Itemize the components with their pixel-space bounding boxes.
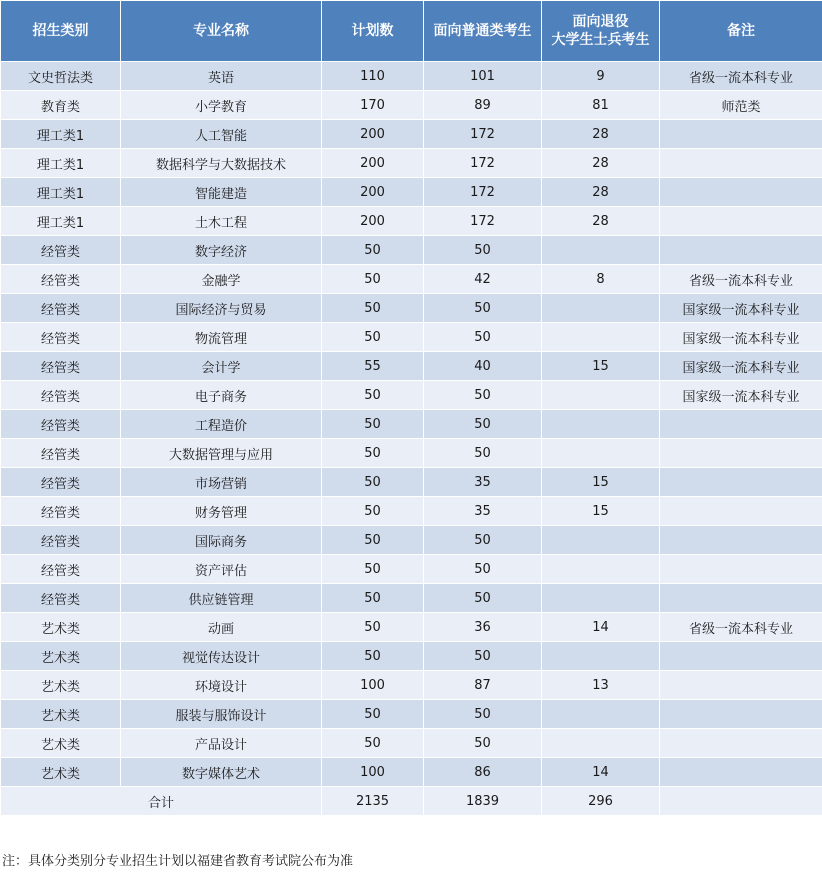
- cell-general: 35: [424, 497, 542, 526]
- cell-remark: [660, 178, 822, 207]
- cell-plan: 50: [322, 410, 424, 439]
- cell-veteran: 28: [542, 207, 660, 236]
- cell-category: 艺术类: [1, 642, 121, 671]
- cell-veteran: [542, 729, 660, 758]
- cell-major: 数字经济: [121, 236, 322, 265]
- cell-veteran: 8: [542, 265, 660, 294]
- cell-category: 经管类: [1, 526, 121, 555]
- table-row: [1, 120, 822, 149]
- total-plan: 2135: [322, 787, 424, 816]
- cell-veteran: 28: [542, 178, 660, 207]
- cell-category: 经管类: [1, 323, 121, 352]
- cell-major: 服装与服饰设计: [121, 700, 322, 729]
- cell-category: 经管类: [1, 497, 121, 526]
- cell-general: 50: [424, 294, 542, 323]
- cell-general: 172: [424, 149, 542, 178]
- table-row: [1, 439, 822, 468]
- cell-remark: [660, 700, 822, 729]
- cell-remark: 国家级一流本科专业: [660, 352, 822, 381]
- cell-category: 经管类: [1, 439, 121, 468]
- table-row: [1, 236, 822, 265]
- cell-major: 供应链管理: [121, 584, 322, 613]
- total-remark: [660, 787, 822, 816]
- cell-major: 资产评估: [121, 555, 322, 584]
- cell-veteran: 13: [542, 671, 660, 700]
- cell-major: 大数据管理与应用: [121, 439, 322, 468]
- total-label: 合计: [1, 787, 322, 816]
- cell-plan: 50: [322, 468, 424, 497]
- cell-category: 理工类1: [1, 149, 121, 178]
- cell-plan: 50: [322, 236, 424, 265]
- header-veteran: [542, 1, 660, 62]
- cell-category: 理工类1: [1, 120, 121, 149]
- cell-remark: [660, 236, 822, 265]
- cell-general: 50: [424, 584, 542, 613]
- cell-veteran: 15: [542, 352, 660, 381]
- table-row: [1, 642, 822, 671]
- cell-general: 50: [424, 381, 542, 410]
- table-row: [1, 410, 822, 439]
- table-row: [1, 526, 822, 555]
- cell-remark: [660, 439, 822, 468]
- cell-major: 电子商务: [121, 381, 322, 410]
- cell-remark: 国家级一流本科专业: [660, 381, 822, 410]
- cell-category: 经管类: [1, 236, 121, 265]
- header-category: 招生类别: [1, 1, 121, 62]
- cell-major: 土木工程: [121, 207, 322, 236]
- table-body: [1, 62, 822, 816]
- cell-remark: [660, 120, 822, 149]
- cell-remark: [660, 642, 822, 671]
- cell-veteran: 81: [542, 91, 660, 120]
- header-veteran-line2: 大学生士兵考生: [551, 32, 650, 48]
- cell-veteran: 9: [542, 62, 660, 91]
- table-row: [1, 700, 822, 729]
- table-row: [1, 584, 822, 613]
- cell-category: 艺术类: [1, 729, 121, 758]
- cell-major: 智能建造: [121, 178, 322, 207]
- cell-category: 艺术类: [1, 613, 121, 642]
- cell-veteran: [542, 642, 660, 671]
- cell-plan: 100: [322, 671, 424, 700]
- cell-general: 86: [424, 758, 542, 787]
- table-row: [1, 729, 822, 758]
- cell-plan: 50: [322, 323, 424, 352]
- table-header-row: [1, 1, 822, 62]
- cell-plan: 50: [322, 526, 424, 555]
- cell-remark: [660, 758, 822, 787]
- header-plan: 计划数: [322, 1, 424, 62]
- cell-category: 艺术类: [1, 671, 121, 700]
- cell-category: 文史哲法类: [1, 62, 121, 91]
- cell-category: 经管类: [1, 468, 121, 497]
- cell-plan: 55: [322, 352, 424, 381]
- table-row: [1, 207, 822, 236]
- cell-general: 50: [424, 323, 542, 352]
- cell-remark: 省级一流本科专业: [660, 62, 822, 91]
- cell-veteran: [542, 323, 660, 352]
- table-row: [1, 468, 822, 497]
- cell-veteran: 28: [542, 120, 660, 149]
- cell-plan: 200: [322, 207, 424, 236]
- cell-category: 经管类: [1, 410, 121, 439]
- table-row: [1, 178, 822, 207]
- cell-general: 101: [424, 62, 542, 91]
- cell-category: 经管类: [1, 294, 121, 323]
- cell-remark: [660, 555, 822, 584]
- cell-major: 金融学: [121, 265, 322, 294]
- cell-general: 172: [424, 178, 542, 207]
- cell-plan: 200: [322, 120, 424, 149]
- cell-category: 艺术类: [1, 758, 121, 787]
- cell-veteran: [542, 294, 660, 323]
- cell-major: 数字媒体艺术: [121, 758, 322, 787]
- cell-remark: [660, 468, 822, 497]
- cell-general: 87: [424, 671, 542, 700]
- total-veteran: 296: [542, 787, 660, 816]
- cell-remark: [660, 671, 822, 700]
- cell-plan: 50: [322, 497, 424, 526]
- cell-general: 50: [424, 729, 542, 758]
- cell-plan: 50: [322, 700, 424, 729]
- table-row: [1, 91, 822, 120]
- cell-plan: 100: [322, 758, 424, 787]
- cell-general: 172: [424, 120, 542, 149]
- table-row: [1, 613, 822, 642]
- cell-plan: 50: [322, 381, 424, 410]
- cell-category: 经管类: [1, 352, 121, 381]
- cell-general: 172: [424, 207, 542, 236]
- table-row: [1, 555, 822, 584]
- cell-major: 动画: [121, 613, 322, 642]
- cell-veteran: 15: [542, 497, 660, 526]
- cell-remark: 国家级一流本科专业: [660, 294, 822, 323]
- cell-veteran: [542, 381, 660, 410]
- header-major: 专业名称: [121, 1, 322, 62]
- cell-remark: 师范类: [660, 91, 822, 120]
- cell-major: 环境设计: [121, 671, 322, 700]
- cell-general: 50: [424, 555, 542, 584]
- cell-veteran: 15: [542, 468, 660, 497]
- cell-major: 工程造价: [121, 410, 322, 439]
- cell-remark: [660, 584, 822, 613]
- cell-category: 经管类: [1, 381, 121, 410]
- table-row: [1, 149, 822, 178]
- table-row: [1, 497, 822, 526]
- cell-plan: 50: [322, 729, 424, 758]
- cell-general: 42: [424, 265, 542, 294]
- cell-general: 50: [424, 642, 542, 671]
- table-row: [1, 265, 822, 294]
- cell-general: 50: [424, 439, 542, 468]
- cell-plan: 50: [322, 294, 424, 323]
- cell-plan: 50: [322, 613, 424, 642]
- cell-plan: 170: [322, 91, 424, 120]
- footnote: 注：具体分类别分专业招生计划以福建省教育考试院公布为准: [2, 854, 354, 869]
- cell-category: 经管类: [1, 265, 121, 294]
- table-row: [1, 294, 822, 323]
- cell-major: 英语: [121, 62, 322, 91]
- cell-general: 50: [424, 700, 542, 729]
- table-row: [1, 323, 822, 352]
- cell-veteran: [542, 584, 660, 613]
- cell-remark: [660, 526, 822, 555]
- cell-category: 艺术类: [1, 700, 121, 729]
- cell-major: 物流管理: [121, 323, 322, 352]
- cell-plan: 50: [322, 555, 424, 584]
- cell-category: 理工类1: [1, 207, 121, 236]
- cell-remark: [660, 410, 822, 439]
- cell-veteran: 28: [542, 149, 660, 178]
- cell-plan: 50: [322, 584, 424, 613]
- cell-veteran: [542, 439, 660, 468]
- cell-plan: 50: [322, 439, 424, 468]
- cell-major: 视觉传达设计: [121, 642, 322, 671]
- cell-category: 经管类: [1, 555, 121, 584]
- cell-remark: [660, 729, 822, 758]
- cell-major: 小学教育: [121, 91, 322, 120]
- table-row: [1, 381, 822, 410]
- cell-general: 50: [424, 236, 542, 265]
- cell-veteran: [542, 555, 660, 584]
- cell-general: 50: [424, 410, 542, 439]
- header-general: 面向普通类考生: [424, 1, 542, 62]
- table-row: [1, 758, 822, 787]
- cell-category: 教育类: [1, 91, 121, 120]
- cell-category: 理工类1: [1, 178, 121, 207]
- cell-major: 国际经济与贸易: [121, 294, 322, 323]
- cell-veteran: [542, 700, 660, 729]
- cell-major: 产品设计: [121, 729, 322, 758]
- header-remark: 备注: [660, 1, 822, 62]
- cell-major: 财务管理: [121, 497, 322, 526]
- cell-general: 40: [424, 352, 542, 381]
- cell-major: 人工智能: [121, 120, 322, 149]
- cell-remark: 国家级一流本科专业: [660, 323, 822, 352]
- cell-veteran: 14: [542, 613, 660, 642]
- header-veteran-line1: 面向退役: [572, 14, 629, 30]
- cell-remark: 省级一流本科专业: [660, 613, 822, 642]
- cell-general: 35: [424, 468, 542, 497]
- cell-major: 市场营销: [121, 468, 322, 497]
- cell-general: 36: [424, 613, 542, 642]
- cell-veteran: [542, 526, 660, 555]
- cell-general: 50: [424, 526, 542, 555]
- cell-major: 会计学: [121, 352, 322, 381]
- total-row: [1, 787, 822, 816]
- cell-general: 89: [424, 91, 542, 120]
- table-row: [1, 352, 822, 381]
- cell-veteran: 14: [542, 758, 660, 787]
- cell-category: 经管类: [1, 584, 121, 613]
- cell-plan: 110: [322, 62, 424, 91]
- cell-remark: [660, 149, 822, 178]
- cell-remark: [660, 497, 822, 526]
- cell-plan: 50: [322, 265, 424, 294]
- cell-major: 数据科学与大数据技术: [121, 149, 322, 178]
- cell-veteran: [542, 236, 660, 265]
- total-general: 1839: [424, 787, 542, 816]
- cell-remark: 省级一流本科专业: [660, 265, 822, 294]
- cell-veteran: [542, 410, 660, 439]
- table-row: [1, 62, 822, 91]
- cell-plan: 200: [322, 149, 424, 178]
- cell-plan: 200: [322, 178, 424, 207]
- cell-remark: [660, 207, 822, 236]
- cell-plan: 50: [322, 642, 424, 671]
- table-row: [1, 671, 822, 700]
- cell-major: 国际商务: [121, 526, 322, 555]
